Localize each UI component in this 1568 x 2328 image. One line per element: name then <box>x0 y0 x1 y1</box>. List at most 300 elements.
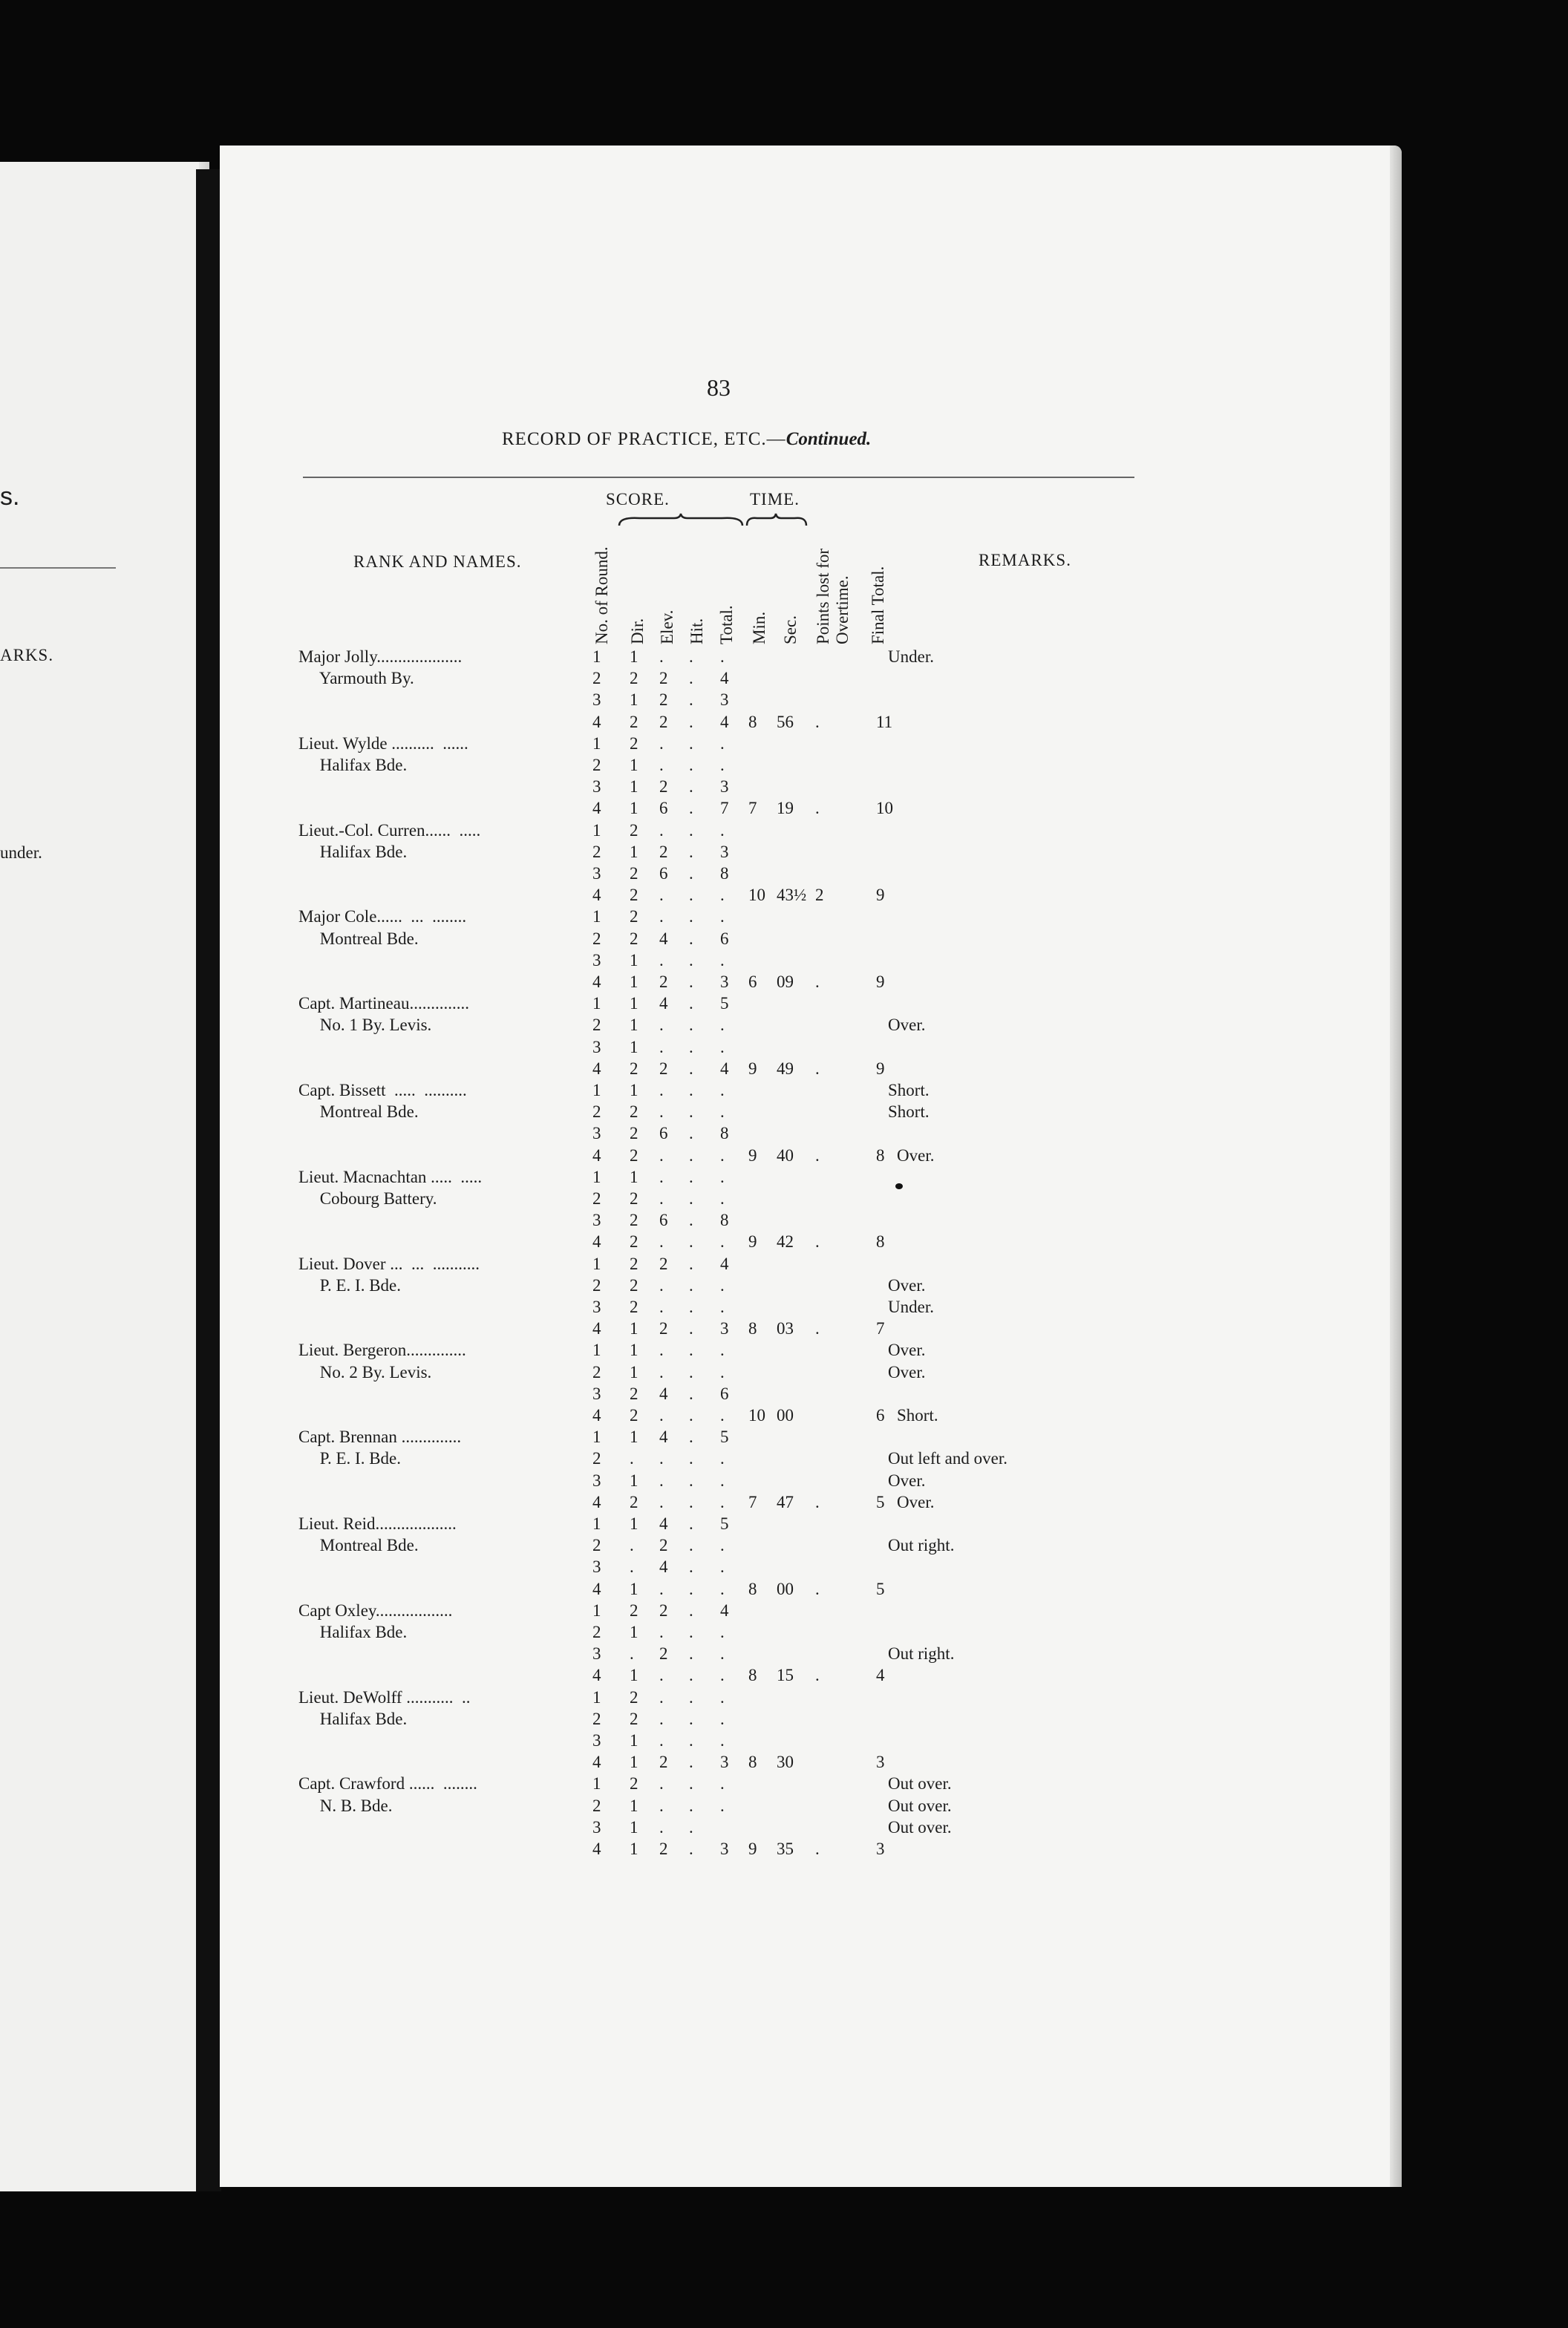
cell-round: 1 <box>592 1514 601 1533</box>
cell-name: Montreal Bde. <box>298 929 419 948</box>
cell-round: 1 <box>592 820 601 840</box>
cell-name: Lieut. Macnachtan ..... ..... <box>298 1167 483 1186</box>
cell-sec: 49 <box>777 1059 794 1078</box>
cell-dir: 2 <box>630 1709 638 1728</box>
cell-pts: . <box>815 799 820 818</box>
cell-min: 8 <box>748 1666 757 1685</box>
cell-hit: . <box>689 1709 693 1728</box>
cell-hit: . <box>689 864 693 883</box>
cell-min: 8 <box>748 1319 757 1338</box>
cell-round: 1 <box>592 1687 601 1707</box>
cell-elev: . <box>659 1275 664 1295</box>
cell-total: 8 <box>720 1124 729 1143</box>
cell-total: . <box>720 1189 725 1208</box>
cell-round: 3 <box>592 1817 601 1837</box>
cell-dir: 1 <box>630 994 638 1013</box>
cell-total: 5 <box>720 1428 729 1447</box>
cell-remark: Out left and over. <box>888 1449 1007 1468</box>
cell-hit: . <box>689 1124 693 1143</box>
cell-dir: 2 <box>630 733 638 753</box>
cell-elev: 4 <box>659 994 668 1013</box>
cell-elev: . <box>659 1796 664 1815</box>
cell-remark: Under. <box>888 1298 934 1316</box>
cell-round: 3 <box>592 1211 601 1230</box>
cell-elev: 4 <box>659 1557 668 1577</box>
cell-dir: 2 <box>630 1145 638 1165</box>
cell-sec: 47 <box>777 1492 794 1511</box>
cell-dir: 2 <box>630 1774 638 1794</box>
table-row <box>220 734 1402 756</box>
cell-min: 9 <box>748 1840 757 1858</box>
cell-min: 10 <box>748 886 765 905</box>
cell-round: 2 <box>592 669 601 688</box>
cell-elev: . <box>659 820 664 840</box>
cell-min: 8 <box>748 1753 757 1772</box>
cell-elev: 4 <box>659 1384 668 1403</box>
cell-round: 2 <box>592 1536 601 1555</box>
cell-pts: . <box>815 972 820 991</box>
cell-hit: . <box>689 886 693 905</box>
cell-name: P. E. I. Bde. <box>298 1275 401 1295</box>
cell-total: . <box>720 733 725 753</box>
cell-dir: 2 <box>630 712 638 731</box>
table-row <box>220 886 1402 908</box>
cell-elev: . <box>659 1081 664 1099</box>
table-row <box>220 1276 1402 1298</box>
cell-elev: . <box>659 1232 664 1252</box>
cell-elev: . <box>659 1579 664 1598</box>
min-header: Min. <box>750 611 768 644</box>
left-page-rule <box>0 567 116 569</box>
cell-elev: 2 <box>659 1536 668 1555</box>
cell-dir: 2 <box>630 886 638 905</box>
table-row <box>220 1774 1402 1796</box>
cell-total: . <box>720 1536 725 1555</box>
cell-elev: . <box>659 907 664 926</box>
cell-dir: 1 <box>630 1341 638 1360</box>
table-row <box>220 1319 1402 1341</box>
cell-round: 3 <box>592 1557 601 1577</box>
cell-final: 5 <box>876 1579 885 1598</box>
table-row <box>220 1038 1402 1060</box>
cell-remark: Over. <box>888 1471 926 1490</box>
cell-total: 4 <box>720 669 729 688</box>
cell-total: 8 <box>720 864 729 883</box>
cell-hit: . <box>689 1016 693 1035</box>
points-lost-header-line-1: Points lost for <box>814 548 832 644</box>
cell-dir: 1 <box>630 950 638 970</box>
cell-dir: 1 <box>630 647 638 666</box>
table-row <box>220 1623 1402 1645</box>
cell-dir: 2 <box>630 1211 638 1230</box>
cell-hit: . <box>689 1167 693 1186</box>
table-row <box>220 1102 1402 1125</box>
cell-remark: Out over. <box>888 1817 952 1837</box>
cell-total: 6 <box>720 929 729 948</box>
cell-final: 3 <box>876 1753 885 1772</box>
cell-elev: 2 <box>659 777 668 797</box>
cell-total: 3 <box>720 1840 729 1858</box>
cell-round: 4 <box>592 1753 601 1772</box>
cell-dir: 1 <box>630 1428 638 1447</box>
cell-round: 4 <box>592 712 601 731</box>
cell-remark: Over. <box>888 1362 926 1382</box>
cell-min: 10 <box>748 1406 765 1425</box>
table-row <box>220 1796 1402 1819</box>
table-row <box>220 929 1402 952</box>
cell-final: 9 <box>876 972 885 991</box>
cell-sec: 03 <box>777 1319 794 1338</box>
cell-hit: . <box>689 1384 693 1403</box>
cell-sec: 35 <box>777 1840 794 1858</box>
cell-total: . <box>720 1687 725 1707</box>
cell-name: N. B. Bde. <box>298 1796 393 1815</box>
cell-dir: 1 <box>630 1037 638 1056</box>
cell-hit: . <box>689 777 693 797</box>
cell-elev: . <box>659 1189 664 1208</box>
cell-total: . <box>720 1016 725 1035</box>
cell-hit: . <box>689 820 693 840</box>
cell-sec: 43½ <box>777 886 807 905</box>
table-row <box>220 1471 1402 1494</box>
cell-sec: 00 <box>777 1406 794 1425</box>
table-row <box>220 713 1402 735</box>
cell-elev: . <box>659 1341 664 1360</box>
running-title-continued: Continued. <box>785 429 872 449</box>
cell-elev: 2 <box>659 712 668 731</box>
cell-dir: 2 <box>630 1124 638 1143</box>
cell-dir: 2 <box>630 1254 638 1273</box>
cell-total: . <box>720 1796 725 1815</box>
cell-final: 3 <box>876 1840 885 1858</box>
rank-and-names-header: RANK AND NAMES. <box>353 552 522 571</box>
cell-hit: . <box>689 1362 693 1382</box>
table-row <box>220 1124 1402 1146</box>
cell-round: 2 <box>592 929 601 948</box>
cell-round: 1 <box>592 1774 601 1794</box>
cell-min: 9 <box>748 1145 757 1165</box>
cell-remark: Under. <box>888 647 934 666</box>
cell-hit: . <box>689 733 693 753</box>
cell-elev: 4 <box>659 1514 668 1533</box>
cell-dir: . <box>630 1557 634 1577</box>
left-page <box>0 162 209 2191</box>
cell-hit: . <box>689 1666 693 1685</box>
cell-elev: . <box>659 1666 664 1685</box>
cell-total: 5 <box>720 994 729 1013</box>
cell-hit: . <box>689 1319 693 1338</box>
cell-name: Halifax Bde. <box>298 842 408 861</box>
cell-elev: . <box>659 1774 664 1794</box>
cell-elev: 6 <box>659 864 668 883</box>
cell-round: 1 <box>592 1254 601 1273</box>
cell-hit: . <box>689 1275 693 1295</box>
cell-dir: 2 <box>630 864 638 883</box>
cell-hit: . <box>689 690 693 710</box>
cell-round: 4 <box>592 1232 601 1252</box>
cell-dir: 2 <box>630 669 638 688</box>
table-row <box>220 1493 1402 1515</box>
cell-hit: . <box>689 756 693 774</box>
cell-elev: . <box>659 1167 664 1186</box>
table-row <box>220 1514 1402 1537</box>
table-row <box>220 1384 1402 1407</box>
cell-name: Halifax Bde. <box>298 756 408 774</box>
sec-header: Sec. <box>781 615 800 644</box>
cell-round: 4 <box>592 886 601 905</box>
cell-hit: . <box>689 1840 693 1858</box>
cell-pts: . <box>815 1059 820 1078</box>
cell-dir: 1 <box>630 1796 638 1815</box>
cell-final: 9 <box>876 886 885 905</box>
cell-elev: 2 <box>659 1319 668 1338</box>
cell-name: P. E. I. Bde. <box>298 1449 401 1468</box>
cell-final: 6 <box>876 1406 885 1425</box>
cell-elev: 2 <box>659 1840 668 1858</box>
cell-dir: 1 <box>630 1016 638 1035</box>
cell-dir: . <box>630 1536 634 1555</box>
cell-round: 3 <box>592 1731 601 1750</box>
score-header: SCORE. <box>606 490 670 509</box>
cell-final: 5 <box>876 1492 885 1511</box>
table-row <box>220 951 1402 973</box>
cell-elev: . <box>659 1687 664 1707</box>
cell-round: 3 <box>592 1037 601 1056</box>
cell-total: . <box>720 1167 725 1186</box>
page-number: 83 <box>707 374 731 401</box>
cell-elev: . <box>659 1298 664 1316</box>
cell-min: 9 <box>748 1232 757 1252</box>
cell-round: 1 <box>592 1167 601 1186</box>
table-row <box>220 647 1402 670</box>
table-row <box>220 1840 1402 1862</box>
table-row <box>220 864 1402 886</box>
cell-dir: 2 <box>630 1102 638 1122</box>
cell-elev: 2 <box>659 669 668 688</box>
cell-hit: . <box>689 1753 693 1772</box>
cell-final: 7 <box>876 1319 885 1338</box>
cell-final: 4 <box>876 1666 885 1685</box>
cell-name: Lieut. Bergeron.............. <box>298 1341 466 1360</box>
cell-total: 4 <box>720 1600 729 1620</box>
cell-final: 10 <box>876 799 893 818</box>
cell-total: 8 <box>720 1211 729 1230</box>
table-row <box>220 843 1402 865</box>
cell-hit: . <box>689 799 693 818</box>
cell-dir: 1 <box>630 1579 638 1598</box>
cell-remark: Over. <box>888 1341 926 1360</box>
cell-round: 1 <box>592 1081 601 1099</box>
cell-hit: . <box>689 669 693 688</box>
cell-round: 4 <box>592 1145 601 1165</box>
table-row <box>220 1406 1402 1428</box>
cell-round: 2 <box>592 1362 601 1382</box>
table-row <box>220 690 1402 713</box>
table-row <box>220 1211 1402 1233</box>
cell-hit: . <box>689 1536 693 1555</box>
table-row <box>220 972 1402 995</box>
table-row <box>220 1580 1402 1602</box>
cell-hit: . <box>689 1579 693 1598</box>
cell-sec: 00 <box>777 1579 794 1598</box>
cell-elev: . <box>659 1471 664 1490</box>
cell-round: 1 <box>592 994 601 1013</box>
cell-round: 3 <box>592 777 601 797</box>
cell-pts: . <box>815 1232 820 1252</box>
cell-total: 3 <box>720 690 729 710</box>
cell-round: 3 <box>592 1124 601 1143</box>
cell-round: 2 <box>592 842 601 861</box>
table-row <box>220 756 1402 778</box>
cell-dir: 1 <box>630 690 638 710</box>
cell-min: 6 <box>748 972 757 991</box>
cell-total: . <box>720 1666 725 1685</box>
cell-round: 2 <box>592 1275 601 1295</box>
cell-elev: . <box>659 1731 664 1750</box>
cell-remark: Out over. <box>888 1774 952 1794</box>
cell-name: Lieut. Reid................... <box>298 1514 457 1533</box>
hit-header: Hit. <box>687 618 706 644</box>
cell-dir: 2 <box>630 1600 638 1620</box>
table-row <box>220 1536 1402 1558</box>
cell-round: 4 <box>592 799 601 818</box>
cell-elev: 6 <box>659 1124 668 1143</box>
table-row <box>220 1753 1402 1775</box>
running-title <box>502 429 871 450</box>
cell-hit: . <box>689 1081 693 1099</box>
cell-elev: 2 <box>659 1600 668 1620</box>
cell-hit: . <box>689 907 693 926</box>
table-row <box>220 1255 1402 1277</box>
cell-name: Major Jolly.................... <box>298 647 463 666</box>
cell-dir: . <box>630 1644 634 1664</box>
cell-total: 4 <box>720 1059 729 1078</box>
final-total-header: Final Total. <box>869 566 887 644</box>
cell-total: . <box>720 1406 725 1425</box>
cell-remark: Short. <box>888 1102 930 1122</box>
cell-remark: Out right. <box>888 1536 955 1555</box>
cell-total: . <box>720 950 725 970</box>
cell-hit: . <box>689 1254 693 1273</box>
cell-remark: Over. <box>888 1275 926 1295</box>
table-row <box>220 777 1402 800</box>
table-row <box>220 1298 1402 1320</box>
cell-total: 4 <box>720 712 729 731</box>
cell-round: 3 <box>592 950 601 970</box>
table-row <box>220 821 1402 843</box>
cell-dir: 1 <box>630 1362 638 1382</box>
cell-elev: . <box>659 1362 664 1382</box>
table-row <box>220 1601 1402 1624</box>
cell-total: . <box>720 1709 725 1728</box>
table-row <box>220 1449 1402 1471</box>
cell-total: . <box>720 1102 725 1122</box>
cell-hit: . <box>689 1145 693 1165</box>
cell-round: 3 <box>592 1298 601 1316</box>
cell-hit: . <box>689 1428 693 1447</box>
cell-total: . <box>720 1037 725 1056</box>
cell-round: 2 <box>592 1449 601 1468</box>
cell-name: Cobourg Battery. <box>298 1189 437 1208</box>
time-brace <box>745 512 808 529</box>
cell-dir: 1 <box>630 1514 638 1533</box>
cell-pts: . <box>815 1492 820 1511</box>
cell-round: 4 <box>592 972 601 991</box>
cell-name: Capt Oxley.................. <box>298 1600 453 1620</box>
book-spine <box>196 169 221 2191</box>
cell-total: . <box>720 1145 725 1165</box>
cell-elev: 2 <box>659 1644 668 1664</box>
cell-name: Lieut. Wylde .......... ...... <box>298 733 468 753</box>
cell-dir: 1 <box>630 756 638 774</box>
cell-name: Capt. Bissett ..... .......... <box>298 1081 467 1099</box>
cell-remark: Over. <box>888 1016 926 1035</box>
table-row <box>220 1644 1402 1667</box>
cell-total: . <box>720 1081 725 1099</box>
cell-name: Lieut. DeWolff ........... .. <box>298 1687 471 1707</box>
cell-total: . <box>720 1557 725 1577</box>
cell-remark: Over. <box>897 1492 935 1511</box>
table-row <box>220 1189 1402 1212</box>
table-row <box>220 1341 1402 1363</box>
cell-pts: . <box>815 1319 820 1338</box>
cell-elev: 6 <box>659 1211 668 1230</box>
table-row <box>220 669 1402 691</box>
cell-elev: . <box>659 950 664 970</box>
cell-total: 3 <box>720 1319 729 1338</box>
table-row <box>220 1363 1402 1385</box>
table-row <box>220 1557 1402 1580</box>
cell-dir: 2 <box>630 929 638 948</box>
table-row <box>220 1428 1402 1450</box>
cell-elev: . <box>659 1449 664 1468</box>
cell-pts: . <box>815 1840 820 1858</box>
cell-hit: . <box>689 842 693 861</box>
cell-hit: . <box>689 1341 693 1360</box>
cell-elev: . <box>659 647 664 666</box>
cell-round: 4 <box>592 1492 601 1511</box>
cell-round: 2 <box>592 1623 601 1641</box>
cell-dir: 1 <box>630 1319 638 1338</box>
left-page-fragment: under. <box>0 843 42 862</box>
table-row <box>220 1059 1402 1082</box>
cell-elev: 2 <box>659 972 668 991</box>
cell-min: 8 <box>748 1579 757 1598</box>
cell-round: 2 <box>592 1709 601 1728</box>
cell-total: . <box>720 647 725 666</box>
cell-total: . <box>720 1232 725 1252</box>
cell-remark: Out right. <box>888 1644 955 1664</box>
cell-dir: 1 <box>630 1167 638 1186</box>
cell-round: 4 <box>592 1840 601 1858</box>
cell-round: 1 <box>592 1600 601 1620</box>
cell-round: 2 <box>592 756 601 774</box>
cell-dir: 1 <box>630 1471 638 1490</box>
cell-hit: . <box>689 929 693 948</box>
cell-total: . <box>720 1492 725 1511</box>
cell-elev: 2 <box>659 1059 668 1078</box>
cell-dir: 1 <box>630 1840 638 1858</box>
table-row <box>220 1666 1402 1688</box>
cell-hit: . <box>689 1514 693 1533</box>
cell-hit: . <box>689 647 693 666</box>
score-brace <box>618 512 744 529</box>
cell-hit: . <box>689 1211 693 1230</box>
cell-min: 7 <box>748 1492 757 1511</box>
cell-final: 8 <box>876 1232 885 1252</box>
cell-sec: 40 <box>777 1145 794 1165</box>
cell-round: 3 <box>592 1384 601 1403</box>
